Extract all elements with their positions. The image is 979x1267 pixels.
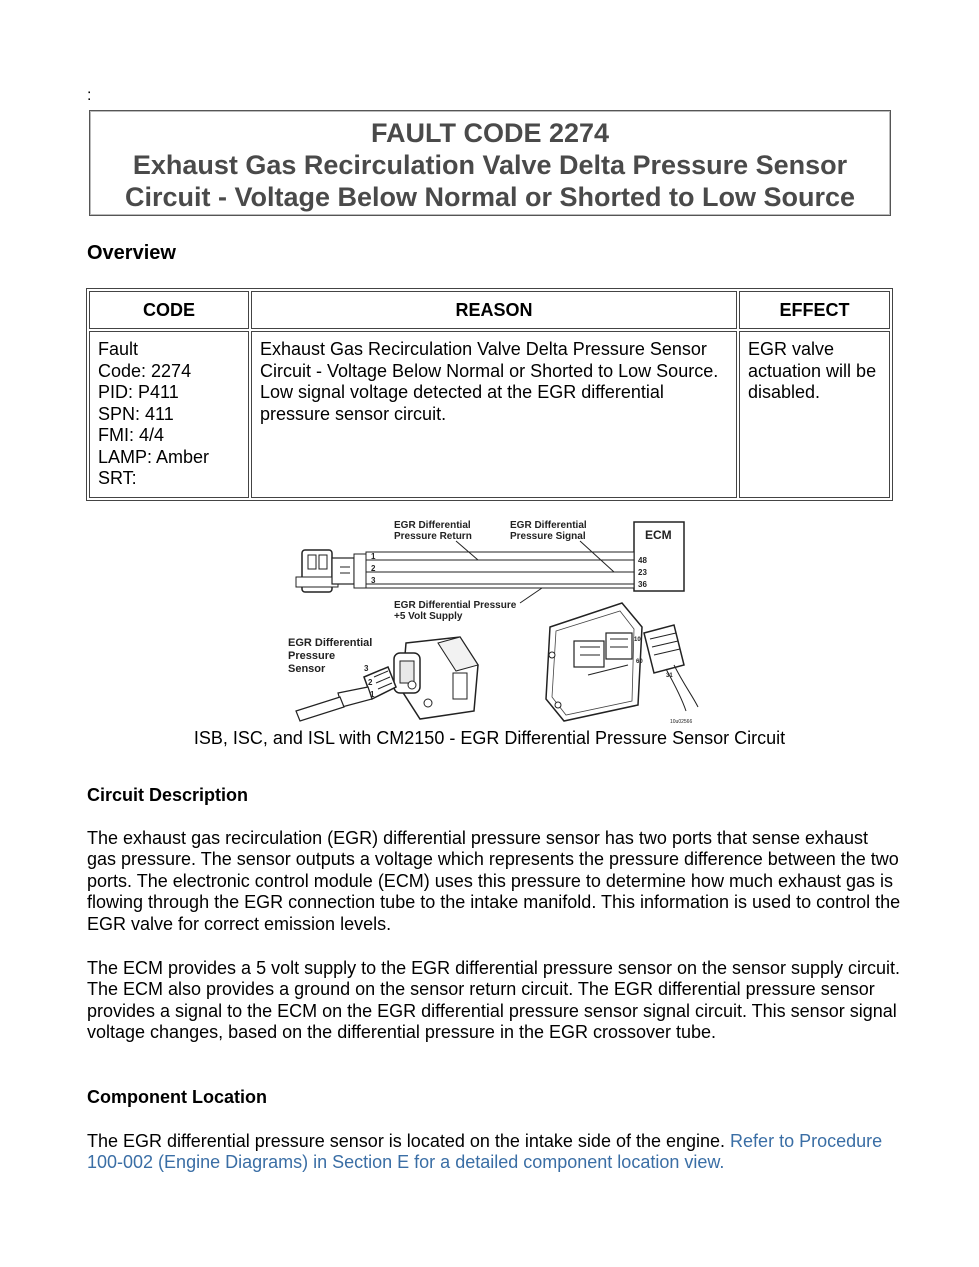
reason-cell: Exhaust Gas Recirculation Valve Delta Pressure Sensor Circuit - Voltage Below Normal or Shorted to Low Source. Low signal voltage detected at the EGR differential pressure sensor circuit.	[251, 331, 737, 498]
ecm-pin-48: 48	[638, 556, 647, 565]
sensor-label-line-2: Pressure	[288, 650, 336, 662]
ecm-connector-pin-10: 10	[634, 637, 641, 643]
fault-description-line-1: Exhaust Gas Recirculation Valve Delta Pressure Sensor	[132, 150, 848, 180]
fault-code-title: FAULT CODE 2274	[370, 118, 610, 148]
table-row	[89, 331, 890, 498]
table-header-row	[89, 291, 890, 329]
code-line: SPN: 411	[98, 403, 174, 424]
signal-label-line-1: EGR Differential	[510, 520, 587, 531]
supply-label-line-1: EGR Differential Pressure	[394, 600, 517, 611]
code-line: PID: P411	[98, 382, 179, 402]
fault-code-table	[86, 288, 893, 501]
circuit-description-paragraph-2: The ECM provides a 5 volt supply to the EGR differential pressure sensor on the sensor supply circuit. The ECM also provides a ground on the sensor return circuit. The EGR differential pressure sensor provides a signal to the ECM on the EGR differential pressure sensor signal circuit. This sensor signal voltage changes, based on the differential pressure in the EGR crossover tube.	[87, 958, 901, 1043]
ecm-module-icon	[546, 603, 698, 721]
sensor-pin-3: 3	[364, 664, 369, 673]
connector-pin-2: 2	[371, 564, 376, 573]
ecm-pin-36: 36	[638, 580, 647, 589]
harness-connector-icon	[296, 550, 366, 592]
diagram-caption: ISB, ISC, and ISL with CM2150 - EGR Differential Pressure Sensor Circuit	[193, 728, 786, 748]
connector-pin-1: 1	[371, 552, 376, 561]
circuit-diagram	[288, 515, 700, 727]
code-line: FMI: 4/4	[98, 425, 165, 445]
fault-description-line-2: Circuit - Voltage Below Normal or Shorted to Low Source	[124, 182, 856, 212]
component-location-paragraph	[87, 1131, 902, 1174]
supply-label-line-2: +5 Volt Supply	[394, 611, 463, 622]
return-label-line-1: EGR Differential	[394, 520, 471, 531]
circuit-description-paragraph-1: The exhaust gas recirculation (EGR) differential pressure sensor has two ports that sense exhaust gas pressure. The sensor outputs a voltage which represents the pressure difference between the two ports. The electronic control module (ECM) uses this pressure to determine how much exhaust gas is flowing through the EGR connection tube to the intake manifold. This information is used to control the EGR valve for correct emission levels.	[87, 828, 901, 934]
page-marker: :	[87, 87, 92, 104]
fault-title-box	[89, 110, 891, 216]
ecm-connector-pin-60: 60	[636, 659, 643, 665]
signal-label-line-2: Pressure Signal	[510, 531, 586, 542]
figure-id: 10u02566	[670, 719, 693, 725]
ecm-label: ECM	[645, 528, 672, 542]
code-line: Code: 2274	[98, 360, 192, 381]
ecm-pin-23: 23	[638, 568, 647, 577]
wire-harness	[366, 552, 634, 588]
sensor-label-line-3: Sensor	[288, 663, 326, 675]
header-code: CODE	[89, 291, 249, 329]
header-reason: REASON	[251, 291, 737, 329]
code-line: SRT:	[98, 468, 137, 488]
return-label-line-2: Pressure Return	[394, 531, 472, 542]
header-effect: EFFECT	[739, 291, 890, 329]
component-location-text: The EGR differential pressure sensor is located on the intake side of the engine.	[87, 1131, 731, 1151]
component-location-heading: Component Location	[87, 1087, 267, 1107]
circuit-description-heading: Circuit Description	[87, 785, 249, 805]
sensor-pin-1: 1	[370, 690, 375, 699]
code-line: Fault	[98, 339, 139, 359]
supply-leader	[520, 588, 542, 603]
code-line: LAMP: Amber	[98, 446, 210, 467]
procedure-reference-link[interactable]: Refer to Procedure 100-002 (Engine Diagrams) in Section E for a detailed component location view.	[87, 1131, 883, 1173]
connector-pin-3: 3	[371, 576, 376, 585]
sensor-pin-2: 2	[368, 678, 373, 687]
overview-heading: Overview	[87, 242, 176, 264]
sensor-label-line-1: EGR Differential	[288, 637, 373, 649]
code-cell	[89, 331, 249, 498]
ecm-connector-pin-31: 31	[666, 673, 673, 679]
effect-cell: EGR valve actuation will be disabled.	[739, 331, 890, 498]
